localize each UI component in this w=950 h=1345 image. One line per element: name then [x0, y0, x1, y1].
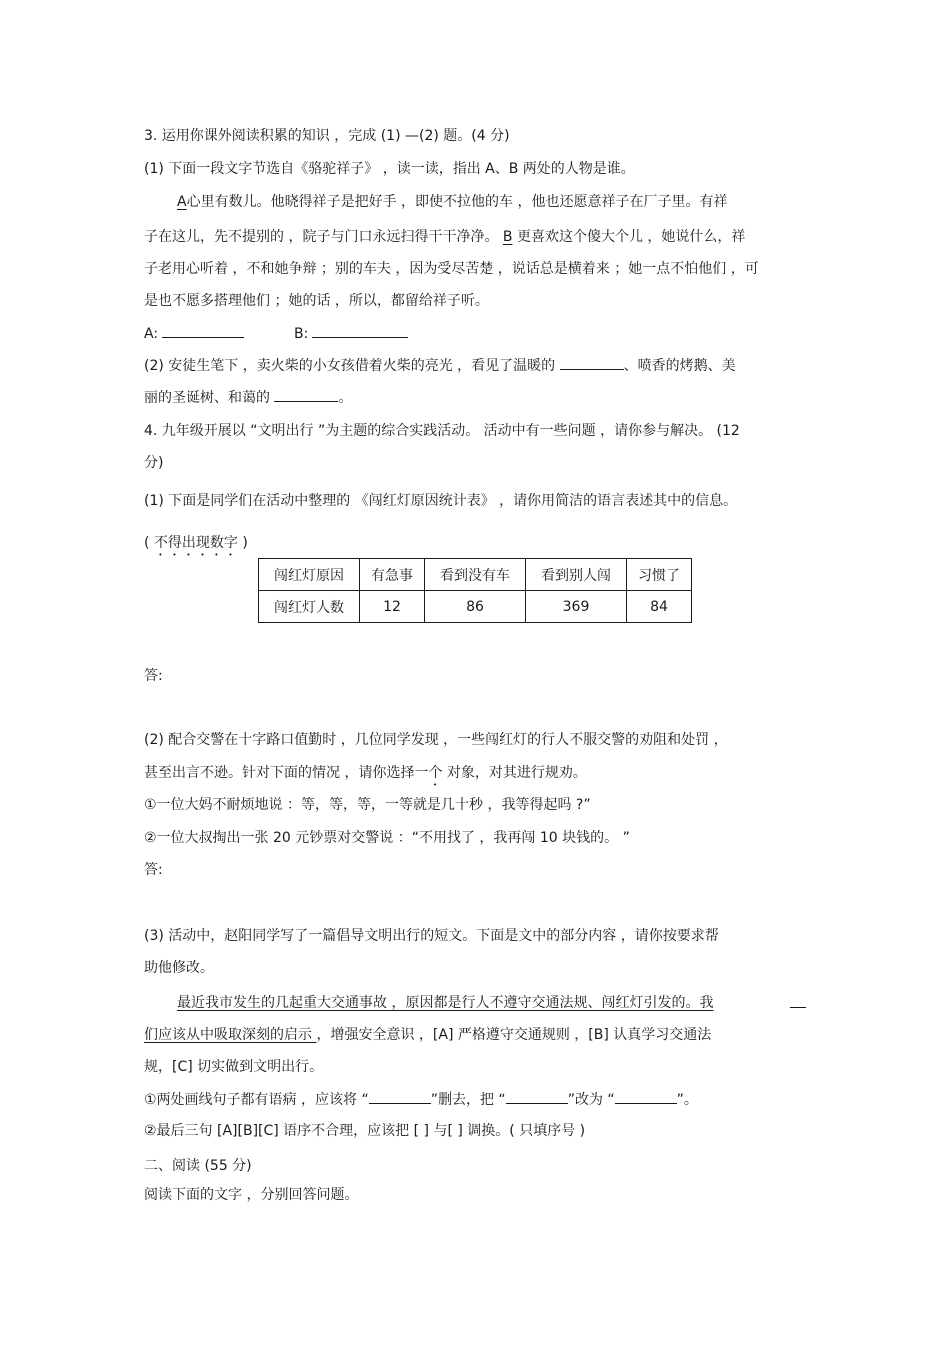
table-header-cell: 有急事	[360, 559, 425, 591]
q3-part2-line2	[144, 387, 352, 408]
marker-a: A	[177, 194, 187, 210]
p2-line2-pre: 丽的圣诞树、和蔼的	[144, 390, 275, 406]
answer-b-blank[interactable]	[312, 323, 408, 338]
note-close: )	[237, 535, 248, 551]
p2-line1-pre: (2) 安徒生笔下 ，卖火柴的小女孩借着火柴的亮光 ，看见了温暖的	[144, 358, 560, 374]
answer-b-label: B:	[294, 326, 309, 342]
answer-label-1: 答:	[144, 668, 163, 684]
answer-b-row	[294, 323, 408, 344]
note-emphasis: 不得出现数字	[153, 535, 238, 551]
p3-passage-line3: 规，[C] 切实做到文明出行。	[144, 1059, 324, 1075]
answer-a-blank[interactable]	[162, 323, 244, 338]
q1-blank-3[interactable]	[615, 1089, 677, 1104]
p3-passage-line2	[144, 1025, 711, 1045]
q1-part-a: ①两处画线句子都有语病 ，应该将 “	[144, 1092, 369, 1108]
q4-heading-line2: 分)	[144, 455, 164, 471]
table-header-cell: 闯红灯原因	[259, 559, 360, 591]
table-cell: 84	[627, 591, 692, 623]
q4-case-1: ①一位大妈不耐烦地说 ：等，等，等，一等就是几十秒 ，我等得起吗 ?”	[144, 797, 591, 813]
q3-part2-line1	[144, 355, 736, 376]
p2-line2-post: 。	[338, 390, 353, 406]
passage-line1-text: 心里有数儿。他晓得祥子是把好手 ，即使不拉他的车 ，他也还愿意祥子在厂子里。有祥	[186, 194, 728, 210]
table-row	[259, 591, 692, 623]
q1-blank-2[interactable]	[506, 1089, 568, 1104]
p3-passage-line2-rest: ，增强安全意识 ，[A] 严格遵守交通规则 ，[B] 认真学习交通法	[316, 1027, 712, 1043]
p2l2-post: 对象，对其进行规劝。	[442, 765, 587, 781]
table-row	[259, 559, 692, 591]
p3-passage-line2-underlined: 们应该从中吸取深刻的启示	[144, 1027, 317, 1043]
p3-question-1	[144, 1089, 698, 1110]
answer-a-row	[144, 323, 244, 344]
table-header-cell: 看到别人闯	[526, 559, 627, 591]
q4-part3-line1: (3) 活动中，赵阳同学写了一篇倡导文明出行的短文。下面是文中的部分内容 ，请你按要求帮	[144, 928, 719, 944]
q4-part2-line2	[144, 763, 587, 789]
q3-passage-line3: 子老用心听着 ，不和她争辩 ；别的车夫 ，因为受尽苦楚 ，说话总是横着来 ；她一点不怕他们 ，可	[144, 261, 759, 277]
q4-part3-line2: 助他修改。	[144, 960, 214, 976]
table-header-cell: 习惯了	[627, 559, 692, 591]
p3-passage-line1-underline-tail	[790, 993, 806, 1014]
q3-passage-line2	[144, 227, 745, 247]
q4-case-2: ②一位大叔掏出一张 20 元钞票对交警说 ：“不用找了 ，我再闯 10 块钱的。 ”	[144, 830, 630, 846]
p2-blank-1[interactable]	[560, 355, 624, 370]
table-cell: 12	[360, 591, 425, 623]
section2-intro: 阅读下面的文字 ，分别回答问题。	[144, 1187, 359, 1203]
p3-question-2: ②最后三句 [A][B][C] 语序不合理，应该把 [ ] 与[ ] 调换。( 只填序号 )	[144, 1123, 586, 1139]
table-cell: 86	[425, 591, 526, 623]
q3-heading: 3. 运用你课外阅读积累的知识 ，完成 (1) —(2) 题。(4 分)	[144, 128, 510, 144]
p2-line1-post: 、喷香的烤鹅、美	[623, 358, 736, 374]
q4-heading-line1: 4. 九年级开展以 “文明出行 ”为主题的综合实践活动。 活动中有一些问题 ，请你参与解决。 (12	[144, 423, 740, 439]
p2-blank-2[interactable]	[274, 387, 338, 402]
p3-passage-line1: 最近我市发生的几起重大交通事故 ，原因都是行人不遵守交通法规、闯红灯引发的。我	[177, 995, 714, 1011]
passage-line2-post: 更喜欢这个傻大个儿 ，她说什么，祥	[512, 229, 746, 245]
underline-tail	[790, 993, 806, 1008]
q1-part-b: ”删去，把 “	[430, 1092, 506, 1108]
q1-blank-1[interactable]	[369, 1089, 431, 1104]
table-cell: 369	[526, 591, 627, 623]
passage-line2-pre: 子在这儿，先不提别的 ，院子与门口永远扫得干干净净。	[144, 229, 503, 245]
section2-heading: 二、阅读 (55 分)	[144, 1158, 252, 1174]
p2l2-pre: 甚至出言不逊。针对下面的情况 ，请你选择一	[144, 765, 429, 781]
q4-part1-note	[144, 533, 248, 559]
marker-b: B	[502, 229, 513, 245]
q3-part1-stem: (1) 下面一段文字节选自《骆驼祥子》 ，读一读，指出 A、B 两处的人物是谁。	[144, 161, 635, 177]
table-header-cell: 看到没有车	[425, 559, 526, 591]
q4-part1-stem: (1) 下面是同学们在活动中整理的 《闯红灯原因统计表》 ，请你用简洁的语言表述其中的信息。	[144, 493, 738, 509]
red-light-statistics-table	[258, 558, 692, 623]
q3-passage-line4: 是也不愿多搭理他们 ；她的话 ，所以，都留给祥子听。	[144, 293, 489, 309]
q3-passage-line1	[177, 192, 727, 212]
q1-part-d: ”。	[676, 1092, 698, 1108]
p2l2-emphasis: 个	[428, 765, 443, 781]
table-cell: 闯红灯人数	[259, 591, 360, 623]
answer-label-2: 答:	[144, 862, 163, 878]
q1-part-c: ”改为 “	[567, 1092, 615, 1108]
answer-a-label: A:	[144, 326, 159, 342]
note-open: (	[144, 535, 154, 551]
q4-part2-line1: (2) 配合交警在十字路口值勤时 ，几位同学发现 ，一些闯红灯的行人不服交警的劝阻和处罚 ，	[144, 732, 728, 748]
